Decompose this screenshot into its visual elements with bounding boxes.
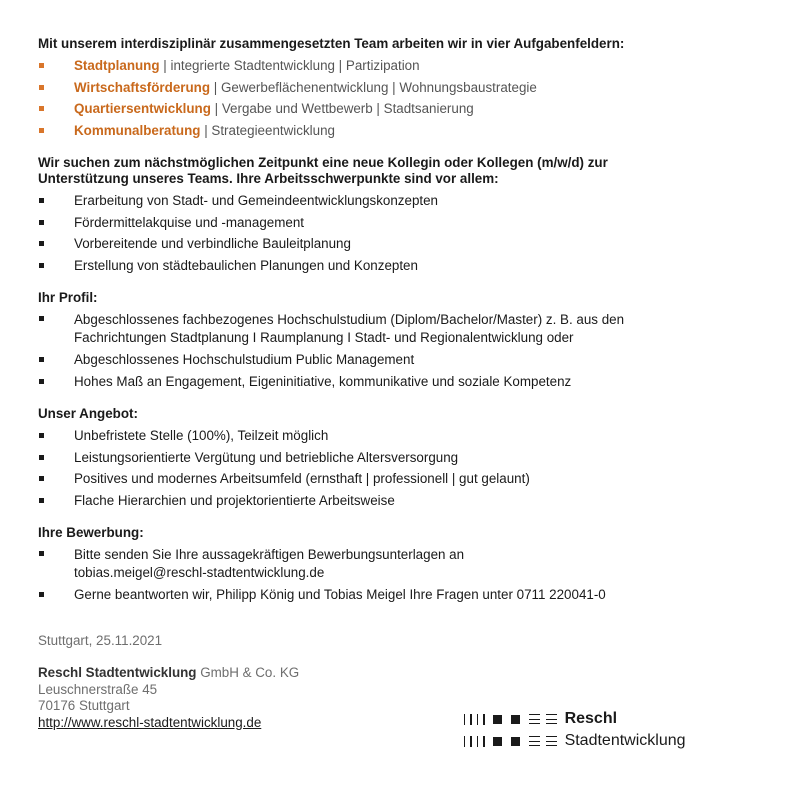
- field-title: Kommunalberatung: [74, 122, 201, 138]
- profile-item-line-1: Abgeschlossenes fachbezogenes Hochschulstudium (Diplom/Bachelor/Master) z. B. aus den: [74, 312, 625, 327]
- application-heading: Ihre Bewerbung:: [38, 525, 144, 540]
- list-item: Positives und modernes Arbeitsumfeld (ernsthaft | professionell | gut gelaunt): [38, 468, 758, 490]
- intro-heading: Mit unserem interdisziplinär zusammengesetzten Team arbeiten wir in vier Aufgabenfeldern:: [38, 36, 625, 51]
- company-legal-form: GmbH & Co. KG: [196, 665, 300, 680]
- list-item: [38, 120, 758, 142]
- intro-section: [38, 36, 758, 141]
- list-item: Leistungsorientierte Vergütung und betriebliche Altersversorgung: [38, 447, 758, 469]
- logo-square-icon: [493, 715, 502, 724]
- logo-bars-icon: [464, 714, 485, 725]
- field-details: | Strategieentwicklung: [200, 122, 335, 138]
- field-details: | Vergabe und Wettbewerb | Stadtsanierung: [210, 101, 474, 116]
- list-item: Flache Hierarchien und projektorientierte Arbeitsweise: [38, 490, 758, 512]
- application-section: [38, 525, 758, 606]
- logo-square-icon: [493, 737, 502, 746]
- list-item: Erarbeitung von Stadt- und Gemeindeentwicklungskonzepten: [38, 190, 758, 212]
- list-item: Erstellung von städtebaulichen Planungen und Konzepten: [38, 255, 758, 277]
- offer-list: [38, 425, 758, 511]
- tasks-section: [38, 155, 758, 276]
- profile-section: [38, 290, 758, 392]
- tasks-heading: [38, 155, 758, 187]
- place-date: Stuttgart, 25.11.2021: [38, 632, 163, 648]
- field-details: | Gewerbeflächenentwicklung | Wohnungsbaustrategie: [210, 79, 537, 95]
- field-title: Wirtschaftsförderung: [74, 79, 211, 95]
- logo-lines-icon: [529, 714, 540, 724]
- job-ad-document: [38, 36, 758, 731]
- application-list: [38, 544, 758, 606]
- logo-row-1: [464, 708, 686, 730]
- offer-heading: Unser Angebot:: [38, 406, 138, 421]
- list-item: [38, 309, 758, 349]
- application-item-line-1: Bitte senden Sie Ihre aussagekräftigen Bewerbungsunterlagen an: [74, 547, 465, 562]
- logo-word-stadtentwicklung: Stadtentwicklung: [564, 732, 686, 749]
- company-name: Reschl Stadtentwicklung: [38, 665, 197, 680]
- company-logo: [464, 708, 686, 752]
- logo-lines-icon: [546, 736, 557, 746]
- logo-lines-icon: [546, 714, 557, 724]
- city: 70176 Stuttgart: [38, 698, 130, 713]
- street: Leuschnerstraße 45: [38, 681, 158, 697]
- list-item: [38, 55, 758, 77]
- logo-bars-icon: [464, 736, 485, 747]
- website-link[interactable]: http://www.reschl-stadtentwicklung.de: [38, 714, 262, 730]
- list-item: [38, 544, 758, 584]
- application-email[interactable]: tobias.meigel@reschl-stadtentwicklung.de: [74, 565, 325, 580]
- list-item: [38, 98, 758, 120]
- list-item: Unbefristete Stelle (100%), Teilzeit möglich: [38, 425, 758, 447]
- list-item: Vorbereitende und verbindliche Bauleitplanung: [38, 233, 758, 255]
- list-item: Abgeschlossenes Hochschulstudium Public Management: [38, 349, 758, 371]
- logo-square-icon: [511, 737, 520, 746]
- logo-row-2: [464, 730, 686, 752]
- logo-square-icon: [511, 715, 520, 724]
- company-name-line: [38, 665, 758, 682]
- tasks-list: [38, 190, 758, 276]
- profile-heading: Ihr Profil:: [38, 290, 98, 305]
- list-item: Hohes Maß an Engagement, Eigeninitiative, kommunikative und soziale Kompetenz: [38, 371, 758, 393]
- logo-word-reschl: Reschl: [564, 710, 618, 727]
- offer-section: [38, 406, 758, 511]
- field-details: | integrierte Stadtentwicklung | Partizipation: [159, 58, 420, 73]
- field-title: Stadtplanung: [74, 58, 160, 73]
- fields-list: [38, 55, 758, 141]
- profile-item-line-2: Fachrichtungen Stadtplanung I Raumplanung I Stadt- und Regionalentwicklung oder: [74, 330, 574, 345]
- profile-list: [38, 309, 758, 392]
- logo-lines-icon: [529, 736, 540, 746]
- list-item: Fördermittelakquise und -management: [38, 212, 758, 234]
- tasks-heading-line-2: Unterstützung unseres Teams. Ihre Arbeitsschwerpunkte sind vor allem:: [38, 171, 499, 186]
- list-item: [38, 77, 758, 99]
- tasks-heading-line-1: Wir suchen zum nächstmöglichen Zeitpunkt eine neue Kollegin oder Kollegen (m/w/d) zur: [38, 155, 608, 170]
- list-item: Gerne beantworten wir, Philipp König und Tobias Meigel Ihre Fragen unter 0711 220041-0: [38, 584, 758, 606]
- field-title: Quartiersentwicklung: [74, 101, 211, 116]
